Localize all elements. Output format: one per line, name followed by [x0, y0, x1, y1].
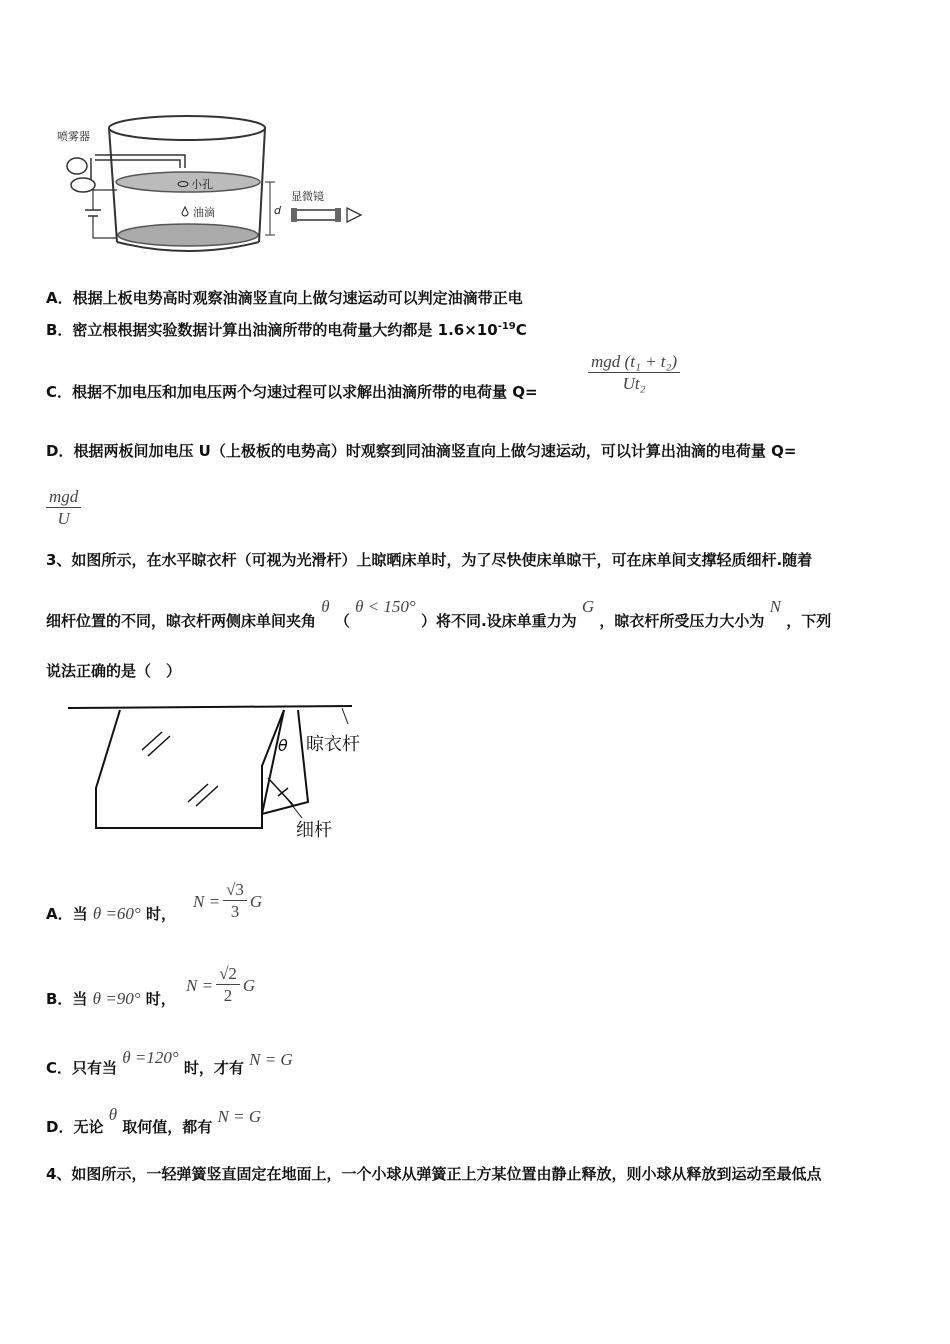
q3-stem-line2: [46, 597, 832, 631]
q3-option-b-g: G: [242, 975, 256, 995]
q3-option-c: [46, 1048, 293, 1078]
q3-option-c-equation: N = G: [249, 1050, 293, 1069]
q3-option-b-lhs: N =: [186, 975, 214, 995]
q3-option-d-theta: θ: [108, 1105, 118, 1124]
q2-option-d-formula: [46, 487, 81, 530]
q3-option-b: [46, 988, 176, 1009]
q2-option-a: A．根据上板电势高时观察油滴竖直向上做匀速运动可以判定油滴带正电: [46, 289, 523, 307]
q3-option-b-mid: 时，: [145, 990, 176, 1008]
q3-line2-text-a: 细杆位置的不同，晾衣杆两侧床单间夹角: [46, 612, 317, 630]
q3-option-b-formula: [186, 964, 255, 1007]
q2-option-b-unit: C: [515, 321, 527, 339]
q3-option-a-mid: 时，: [145, 905, 176, 923]
theta-label: θ: [278, 736, 288, 755]
q3-option-b-numerator: √2: [216, 964, 240, 985]
q2-option-b: [46, 319, 527, 340]
q3-stem-line1: 3、如图所示，在水平晾衣杆（可视为光滑杆）上晾晒床单时，为了尽快使床单晾干，可在床单间支撑轻质细杆.随着: [46, 551, 813, 569]
q3-option-a-g: G: [249, 891, 263, 911]
c-numerator-paren: (t₁ + t₂): [624, 352, 678, 371]
q3-option-c-condition: θ =120°: [122, 1048, 179, 1067]
q3-option-b-prefix: B．当: [46, 990, 88, 1008]
c-numerator: mgd: [591, 352, 621, 371]
q3-line2-text-e: ，下列: [786, 612, 832, 630]
d-denominator: U: [57, 509, 70, 528]
q3-theta-symbol: θ: [321, 597, 330, 616]
q3-option-a-formula: [193, 880, 262, 923]
q2-option-b-exponent: -19: [497, 321, 516, 332]
q3-line2-text-c: ）将不同.设床单重力为: [420, 612, 577, 630]
q3-pressure-symbol: N: [769, 597, 781, 616]
q3-option-c-prefix: C．只有当: [46, 1059, 118, 1077]
clothesline-figure: [62, 696, 382, 846]
q3-option-a-numerator: √3: [223, 880, 247, 901]
sprayer-label: 喷雾器: [57, 130, 90, 143]
q4-stem-line1: 4、如图所示，一轻弹簧竖直固定在地面上，一个小球从弹簧正上方某位置由静止释放，则小球从释放到运动至最低点: [46, 1165, 822, 1183]
q3-option-d: [46, 1105, 262, 1137]
q3-line2-text-d: ，晾衣杆所受压力大小为: [599, 612, 765, 630]
q3-option-c-mid: 时，才有: [183, 1059, 244, 1077]
d-numerator: mgd: [46, 487, 81, 508]
q3-theta-condition: θ < 150°: [355, 597, 416, 616]
q3-option-a: [46, 903, 176, 924]
microscope-label: 显微镜: [291, 190, 324, 203]
q3-option-a-denominator: 3: [230, 902, 240, 921]
q3-option-a-lhs: N =: [193, 891, 221, 911]
stick-label: 细杆: [296, 820, 332, 841]
q3-option-d-mid: 取何值，都有: [122, 1118, 213, 1136]
rod-label: 晾衣杆: [306, 734, 360, 755]
drop-label: 油滴: [193, 206, 215, 219]
q2-option-c-formula: [588, 352, 680, 395]
d-label: d: [274, 204, 281, 217]
q2-option-d: D．根据两板间加电压 U（上极板的电势高）时观察到同油滴竖直向上做匀速运动，可以计算出油滴的电荷量 Q=: [46, 442, 797, 460]
q3-option-d-equation: N = G: [217, 1107, 262, 1126]
q3-gravity-symbol: G: [581, 597, 595, 616]
q3-option-d-prefix: D．无论: [46, 1118, 104, 1136]
q3-option-a-prefix: A．当: [46, 905, 88, 923]
oil-drop-apparatus-figure: [55, 110, 375, 260]
q3-option-b-denominator: 2: [223, 986, 233, 1005]
hole-label: 小孔: [191, 178, 213, 191]
q3-option-b-condition: θ =90°: [92, 989, 141, 1008]
c-denominator: Ut₂: [622, 374, 646, 393]
q3-line2-text-b: （: [334, 612, 350, 630]
q3-stem-line3: 说法正确的是（ ）: [46, 662, 182, 680]
q2-option-c: C．根据不加电压和加电压两个匀速过程可以求解出油滴所带的电荷量 Q=: [46, 383, 538, 401]
q3-option-a-condition: θ =60°: [92, 904, 141, 923]
q2-option-b-text: B．密立根根据实验数据计算出油滴所带的电荷量大约都是 1.6×10: [46, 321, 498, 339]
